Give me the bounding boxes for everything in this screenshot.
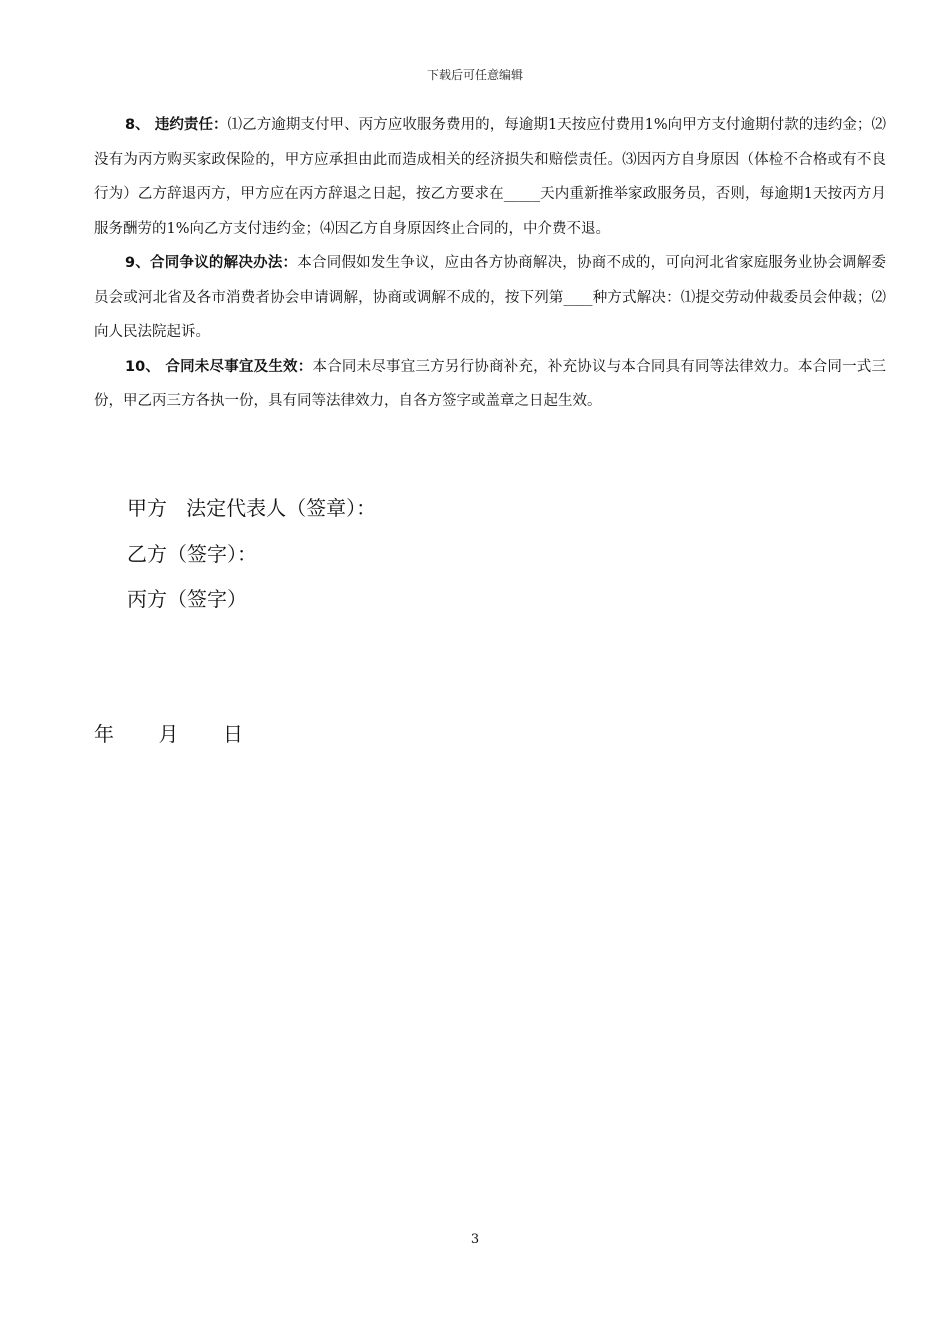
contract-clauses — [94, 108, 886, 419]
page-header: 下载后可任意编辑 — [426, 68, 523, 82]
party-c-signature-line: 丙方（签字） — [127, 587, 247, 611]
clause-8 — [94, 108, 886, 246]
party-a-signature-line: 甲方 法定代表人（签章）： — [127, 496, 377, 520]
party-b-signature-line: 乙方（签字）： — [127, 541, 257, 566]
clause-9 — [94, 246, 886, 350]
clause-heading: 8、 违约责任： — [125, 117, 228, 133]
clause-heading: 10、 合同未尽事宜及生效： — [125, 358, 313, 375]
clause-10 — [94, 350, 886, 419]
date-line: 年 月 日 — [94, 722, 244, 746]
clause-heading: 9、合同争议的解决办法： — [125, 255, 298, 271]
clause-text: 本合同假如发生争议，应由各方协商解决，协商不成的，可向河北省家庭服务业协会调解委员会或河北省及各市消费者协会申请调解，协商或调解不成的，按下列第____种方式解决：⑴提交劳动仲裁委员会仲裁；⑵向人民法院起诉。 — [94, 255, 887, 340]
clause-text: 本合同未尽事宜三方另行协商补充，补充协议与本合同具有同等法律效力。本合同一式三份，甲乙丙三方各执一份，具有同等法律效力，自各方签字或盖章之日起生效。 — [94, 358, 887, 409]
page-number: 3 — [470, 1232, 480, 1247]
clause-text: ⑴乙方逾期支付甲、丙方应收服务费用的，每逾期1天按应付费用1%向甲方支付逾期付款的违约金；⑵没有为丙方购买家政保险的，甲方应承担由此而造成相关的经济损失和赔偿责任。⑶因丙方自身原因（体检不合格或有不良行为）乙方辞退丙方，甲方应在丙方辞退之日起，按乙方要求在_____天内重新推举家政服务员，否则，每逾期1天按丙方月服务酬劳的1%向乙方支付违约金；⑷因乙方自身原因终止合同的，中介费不退。 — [94, 117, 886, 237]
signature-block — [127, 486, 376, 623]
